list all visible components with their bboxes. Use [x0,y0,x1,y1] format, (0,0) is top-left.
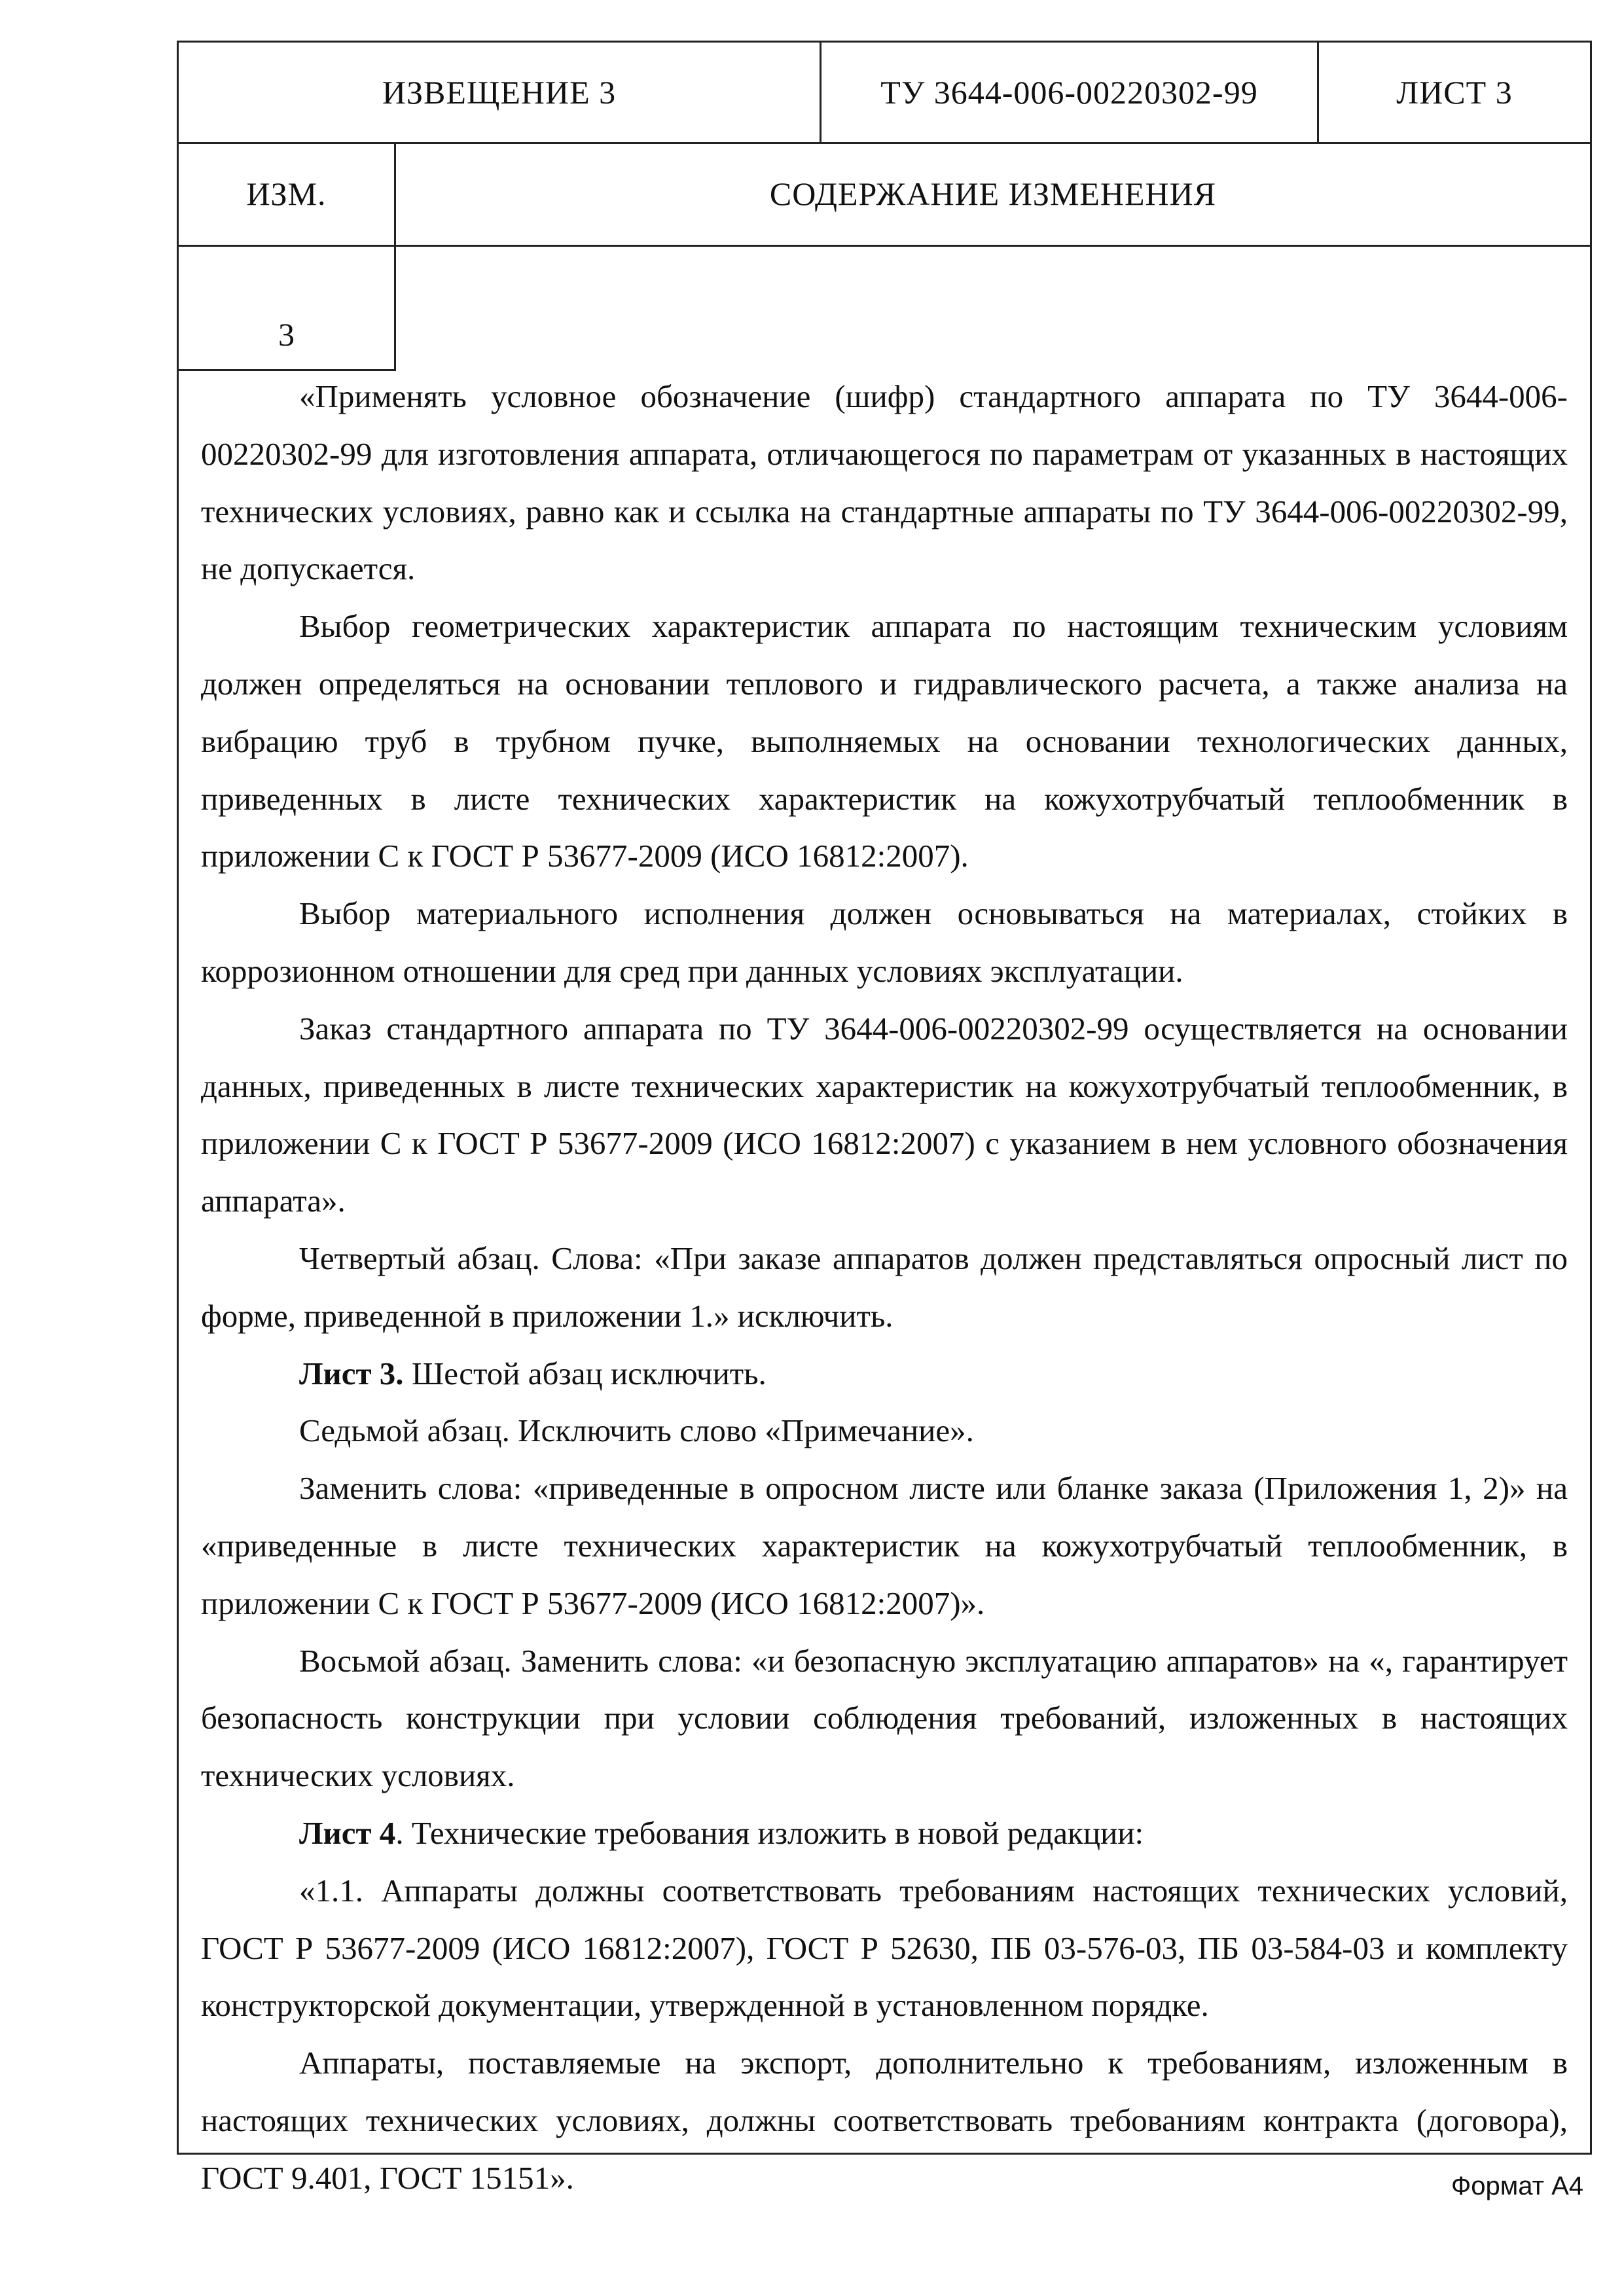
paragraph-text: Шестой абзац исключить. [403,1355,767,1391]
sheet-number: ЛИСТ 3 [1396,74,1513,111]
header-row-columns [179,142,1590,247]
format-label: Формат А4 [1451,2172,1583,2200]
paragraph: Заменить слова: «приведенные в опросном листе или бланке заказа (Приложения 1, 2)» на «приведенные в листе технических характеристик на кожухотрубчатый теплообменник, в приложении С к ГОСТ Р 53677-2009 (ИСО 16812:2007)». [201,1470,1568,1621]
paragraph: Восьмой абзац. Заменить слова: «и безопасную эксплуатацию аппаратов» на «, гарантирует безопасность конструкции при условии соблюдения требований, изложенных в настоящих технических условиях. [201,1642,1568,1794]
paragraph: «Применять условное обозначение (шифр) стандартного аппарата по ТУ 3644-006-00220302-99 для изготовления аппарата, отличающегося по параметрам от указанных в настоящих технических условиях, равно как и ссылка на стандартные аппараты по ТУ 3644-006-00220302-99, не допускается. [201,378,1568,587]
sheet-ref-bold: Лист 4 [299,1814,396,1851]
doc-code: ТУ 3644-006-00220302-99 [821,43,1319,142]
paragraph: Заказ стандартного аппарата по ТУ 3644-006-00220302-99 осуществляется на основании данных, приведенных в листе технических характеристик на кожухотрубчатый теплообменник, в приложении С к ГОСТ Р 53677-2009 (ИСО 16812:2007) с указанием в нем условного обозначения аппарата». [201,1010,1568,1219]
sheet-ref-bold: Лист 3. [299,1355,404,1391]
header-row-title [179,41,1590,144]
notice-title: ИЗВЕЩЕНИЕ 3 [179,43,821,142]
paragraph: Четвертый абзац. Слова: «При заказе аппаратов должен представляться опросный лист по форме, приведенной в приложении 1.» исключить. [201,1240,1568,1334]
change-number: 3 [179,247,396,371]
paragraph [201,1345,1568,1403]
paragraph: Седьмой абзац. Исключить слово «Примечание». [299,1412,974,1449]
change-content [201,368,1568,2207]
paragraph [201,1804,1568,1862]
paragraph: Выбор материального исполнения должен основываться на материалах, стойких в коррозионном отношении для сред при данных условиях эксплуатации. [201,895,1568,989]
paragraph-text: . Технические требования изложить в новой редакции: [395,1814,1144,1851]
paragraph: Выбор геометрических характеристик аппарата по настоящим техническим условиям должен определяться на основании теплового и гидравлического расчета, а также анализа на вибрацию труб в трубном пучке, выполняемых на основании технологических данных, приведенных в листе технических характеристик на кожухотрубчатый теплообменник в приложении С к ГОСТ Р 53677-2009 (ИСО 16812:2007). [201,608,1568,874]
column-content-label: СОДЕРЖАНИЕ ИЗМЕНЕНИЯ [769,175,1217,212]
paragraph: «1.1. Аппараты должны соответствовать требованиям настоящих технических условий, ГОСТ Р 53677-2009 (ИСО 16812:2007), ГОСТ Р 52630, ПБ 03-576-03, ПБ 03-584-03 и комплекту конструкторской документации, утвержденной в установленном порядке. [201,1872,1568,2024]
column-change-label: ИЗМ. [179,142,396,245]
paragraph: Аппараты, поставляемые на экспорт, дополнительно к требованиям, изложенным в настоящих технических условиях, должны соответствовать требованиям контракта (договора), ГОСТ 9.401, ГОСТ 15151». [201,2045,1568,2196]
